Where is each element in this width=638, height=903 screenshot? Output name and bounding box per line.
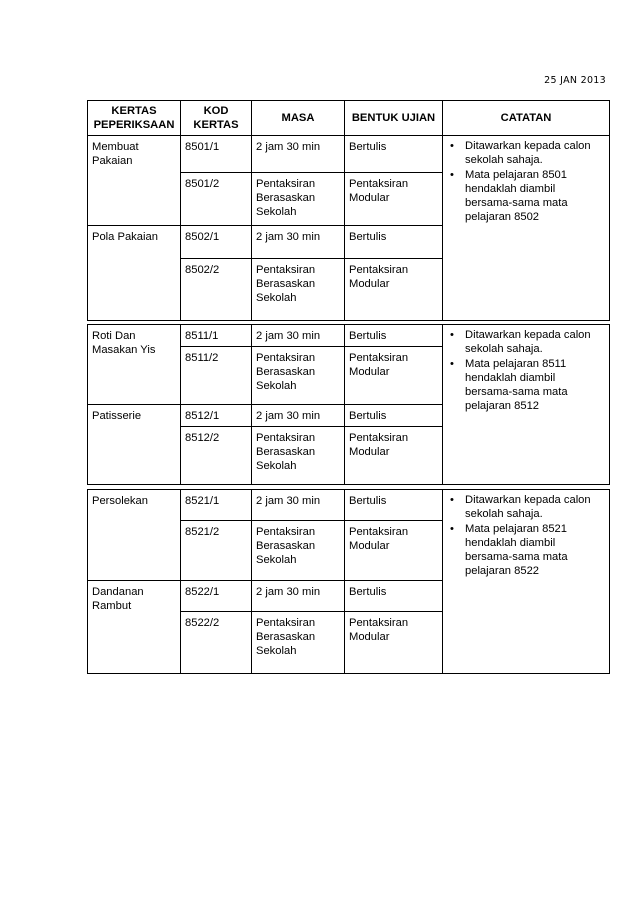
paper-duration: 2 jam 30 min: [252, 405, 345, 427]
paper-code: 8501/2: [181, 173, 252, 226]
bullet-icon: •: [450, 494, 454, 506]
paper-format: Bertulis: [345, 226, 443, 259]
paper-format: Bertulis: [345, 405, 443, 427]
paper-format: Bertulis: [345, 490, 443, 521]
paper-code: 8511/2: [181, 347, 252, 405]
note-text: Ditawarkan kepada calon sekolah sahaja.: [465, 494, 591, 520]
bullet-icon: •: [450, 523, 454, 535]
subject-name: Persolekan: [88, 490, 181, 581]
paper-code: 8502/1: [181, 226, 252, 259]
exam-table-2: [87, 324, 610, 485]
bullet-icon: •: [450, 169, 454, 181]
paper-format: Pentaksiran Modular: [345, 347, 443, 405]
exam-table-3: [87, 489, 610, 674]
paper-code: 8521/2: [181, 521, 252, 581]
note-item: [449, 139, 605, 167]
paper-duration: 2 jam 30 min: [252, 325, 345, 347]
paper-duration: Pentaksiran Berasaskan Sekolah: [252, 427, 345, 485]
paper-duration: 2 jam 30 min: [252, 226, 345, 259]
note-item: [449, 328, 605, 356]
note-item: [449, 522, 605, 578]
paper-duration: Pentaksiran Berasaskan Sekolah: [252, 612, 345, 674]
notes-cell: [443, 136, 610, 321]
bullet-icon: •: [450, 140, 454, 152]
table-header-row: [88, 101, 610, 136]
paper-duration: 2 jam 30 min: [252, 490, 345, 521]
note-item: [449, 357, 605, 413]
paper-code: 8511/1: [181, 325, 252, 347]
note-text: Ditawarkan kepada calon sekolah sahaja.: [465, 329, 591, 355]
note-text: Mata pelajaran 8511 hendaklah diambil bersama-sama mata pelajaran 8512: [465, 358, 568, 412]
paper-code: 8501/1: [181, 136, 252, 173]
note-text: Ditawarkan kepada calon sekolah sahaja.: [465, 140, 591, 166]
note-item: [449, 493, 605, 521]
note-text: Mata pelajaran 8501 hendaklah diambil bersama-sama mata pelajaran 8502: [465, 169, 568, 223]
paper-duration: 2 jam 30 min: [252, 581, 345, 612]
paper-format: Pentaksiran Modular: [345, 612, 443, 674]
paper-code: 8521/1: [181, 490, 252, 521]
paper-duration: Pentaksiran Berasaskan Sekolah: [252, 521, 345, 581]
notes-cell: [443, 325, 610, 485]
table-row: [88, 325, 610, 347]
header-kertas: KERTAS PEPERIKSAAN: [88, 101, 181, 136]
bullet-icon: •: [450, 329, 454, 341]
paper-duration: 2 jam 30 min: [252, 136, 345, 173]
header-bentuk: BENTUK UJIAN: [345, 101, 443, 136]
subject-name: Pola Pakaian: [88, 226, 181, 321]
paper-format: Pentaksiran Modular: [345, 427, 443, 485]
header-catatan: CATATAN: [443, 101, 610, 136]
note-item: [449, 168, 605, 224]
paper-code: 8512/1: [181, 405, 252, 427]
paper-code: 8502/2: [181, 259, 252, 321]
paper-format: Bertulis: [345, 136, 443, 173]
header-masa: MASA: [252, 101, 345, 136]
subject-name: Patisserie: [88, 405, 181, 485]
exam-table-1: [87, 100, 610, 321]
paper-code: 8522/2: [181, 612, 252, 674]
subject-name: Dandanan Rambut: [88, 581, 181, 674]
paper-code: 8512/2: [181, 427, 252, 485]
paper-duration: Pentaksiran Berasaskan Sekolah: [252, 173, 345, 226]
subject-name: Roti Dan Masakan Yis: [88, 325, 181, 405]
table-row: [88, 490, 610, 521]
paper-format: Bertulis: [345, 581, 443, 612]
paper-format: Pentaksiran Modular: [345, 173, 443, 226]
bullet-icon: •: [450, 358, 454, 370]
paper-code: 8522/1: [181, 581, 252, 612]
paper-format: Pentaksiran Modular: [345, 259, 443, 321]
header-kod: KOD KERTAS: [181, 101, 252, 136]
note-text: Mata pelajaran 8521 hendaklah diambil bersama-sama mata pelajaran 8522: [465, 523, 568, 577]
document-date: 25 JAN 2013: [544, 75, 606, 86]
subject-name: Membuat Pakaian: [88, 136, 181, 226]
paper-format: Pentaksiran Modular: [345, 521, 443, 581]
notes-cell: [443, 490, 610, 674]
paper-duration: Pentaksiran Berasaskan Sekolah: [252, 347, 345, 405]
paper-format: Bertulis: [345, 325, 443, 347]
table-row: [88, 136, 610, 173]
paper-duration: Pentaksiran Berasaskan Sekolah: [252, 259, 345, 321]
